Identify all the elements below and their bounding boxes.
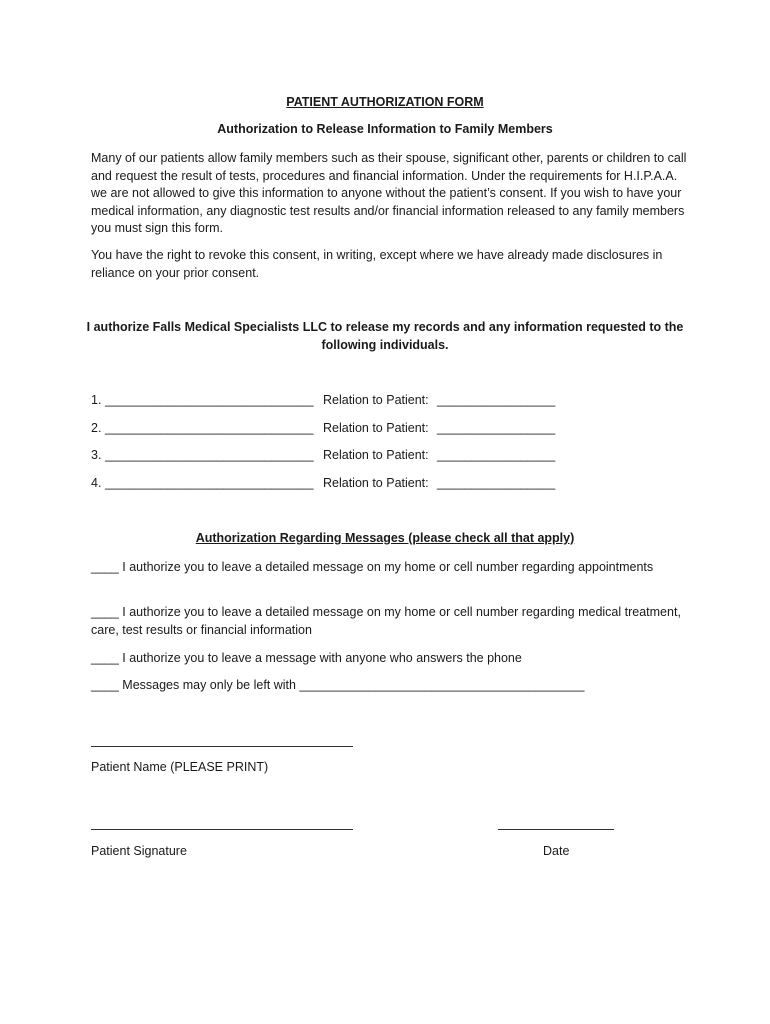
individual-name-field[interactable]: ______________________________ <box>105 476 314 490</box>
individual-number: 3. <box>91 448 102 462</box>
message-option-anyone[interactable]: ____ I authorize you to leave a message with anyone who answers the phone <box>91 651 522 665</box>
form-title: PATIENT AUTHORIZATION FORM <box>286 95 484 109</box>
individual-name-field[interactable]: ______________________________ <box>105 393 314 407</box>
relation-field[interactable]: _________________ <box>437 393 556 407</box>
intro-paragraph: Many of our patients allow family members such as their spouse, significant other, parents or children to call and request the result of tests, procedures and financial information. Under the requirements for H.I.P.A.A. we are not allowed to give this information to anyone without the patient’s consent. If you wish to have your medical information, any diagnostic test results and/or financial information released to any family members you must sign this form. <box>91 151 687 235</box>
individual-number: 1. <box>91 393 102 407</box>
relation-label: Relation to Patient: <box>323 393 429 407</box>
relation-field[interactable]: _________________ <box>437 421 556 435</box>
patient-name-line[interactable] <box>91 746 353 747</box>
relation-label: Relation to Patient: <box>323 476 429 490</box>
messages-heading: Authorization Regarding Messages (please check all that apply) <box>195 531 575 545</box>
authorization-statement: I authorize Falls Medical Specialists LLC to release my records and any information requested to the following individuals. <box>86 320 684 352</box>
patient-name-label: Patient Name (PLEASE PRINT) <box>91 760 269 774</box>
message-option-medical[interactable]: ____ I authorize you to leave a detailed message on my home or cell number regarding medical treatment, care, test results or financial information <box>91 605 681 637</box>
message-option-appointments[interactable]: ____ I authorize you to leave a detailed message on my home or cell number regarding appointments <box>91 560 654 574</box>
relation-field[interactable]: _________________ <box>437 448 556 462</box>
revoke-paragraph: You have the right to revoke this consent, in writing, except where we have already made disclosures in reliance on your prior consent. <box>91 248 663 280</box>
patient-signature-line[interactable] <box>91 829 353 830</box>
date-label: Date <box>543 844 570 858</box>
individual-number: 4. <box>91 476 102 490</box>
message-option-limited[interactable]: ____ Messages may only be left with _________________________________________ <box>91 678 585 692</box>
individual-name-field[interactable]: ______________________________ <box>105 448 314 462</box>
patient-signature-label: Patient Signature <box>91 844 187 858</box>
relation-label: Relation to Patient: <box>323 421 429 435</box>
form-subtitle: Authorization to Release Information to Family Members <box>217 122 553 136</box>
individual-name-field[interactable]: ______________________________ <box>105 421 314 435</box>
date-line[interactable] <box>498 829 614 830</box>
relation-field[interactable]: _________________ <box>437 476 556 490</box>
individual-number: 2. <box>91 421 102 435</box>
relation-label: Relation to Patient: <box>323 448 429 462</box>
